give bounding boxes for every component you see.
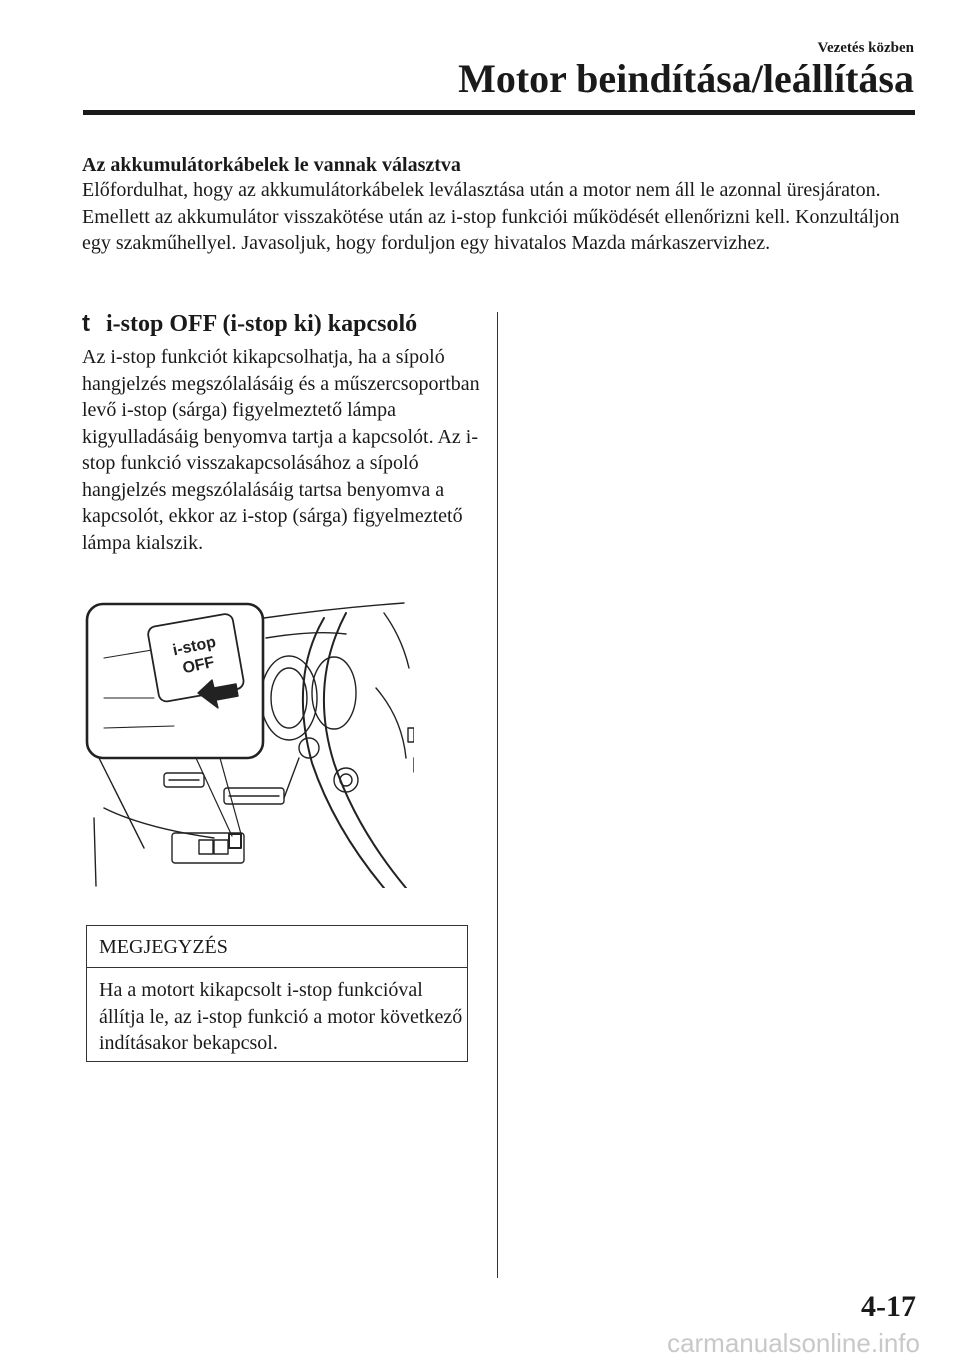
watermark: carmanualsonline.info — [667, 1328, 920, 1358]
panel-switch-2 — [214, 840, 228, 854]
gauge-left-inner — [271, 668, 307, 728]
running-header-title: Motor beindítása/leállítása — [458, 56, 914, 101]
gauge-right — [312, 657, 356, 729]
note-body: Ha a motort kikapcsolt i-stop funkcióval állítja le, az i-stop funkció a motor következő indításakor bekapcsol. — [99, 979, 463, 1054]
note-box — [86, 925, 468, 1062]
battery-section-heading: Az akkumulátorkábelek le vannak választva — [82, 154, 461, 176]
page-number: 4-17 — [861, 1290, 916, 1323]
ignition-switch-inner — [340, 774, 352, 786]
dash-left-line — [94, 748, 144, 848]
header-rule — [83, 110, 915, 115]
running-header-section: Vezetés közben — [817, 40, 914, 56]
note-title: MEGJEGYZÉS — [99, 936, 228, 958]
note-title-rule — [87, 967, 467, 968]
wheel-spoke — [376, 688, 406, 758]
wheel-button-a — [408, 728, 414, 742]
panel-switch-1 — [199, 840, 213, 854]
ignition-switch — [334, 768, 358, 792]
istop-switch-illustration — [84, 598, 414, 888]
istop-section-heading — [82, 310, 417, 338]
callout-pointer-left — [196, 758, 232, 836]
lever-stem — [284, 758, 299, 798]
panel-switch-istop — [229, 834, 241, 848]
istop-heading-text: i-stop OFF (i-stop ki) kapcsoló — [106, 311, 418, 337]
dash-top-line — [264, 603, 404, 618]
wheel-top-edge — [384, 613, 409, 668]
istop-section-body: Az i-stop funkciót kikapcsolhatja, ha a sípoló hangjelzés megszólalásáig és a műszercsoportban levő i-stop (sárga) figyelmeztető lámpa kigyulladásáig benyomva tartja a kapcsolót. Az i-stop funkció visszakapcsolásához a sípoló hangjelzés megszólalásáig tartsa benyomva a kapcsolót, ekkor az i-stop (sárga) figyelmeztető lámpa kialszik. — [82, 346, 480, 554]
dash-upper-line — [266, 633, 346, 638]
column-divider — [497, 312, 498, 1278]
steering-wheel-rim-inner — [324, 613, 406, 888]
battery-section-body: Előfordulhat, hogy az akkumulátorkábelek leválasztása után a motor nem áll le azonnal üresjáraton. Emellett az akkumulátor visszakötése után az i-stop funkciói működését ellenőrizni kell. Konzultáljon egy szakműhellyel. Javasoljuk, hogy forduljon egy hivatalos Mazda márkaszervizhez. — [82, 179, 900, 254]
switch-label-line2: OFF — [181, 654, 216, 678]
switch-label-line1: i-stop — [171, 633, 218, 660]
section-bullet: t — [82, 310, 90, 337]
steering-wheel-rim — [303, 618, 384, 888]
dash-edge-line — [94, 818, 96, 886]
